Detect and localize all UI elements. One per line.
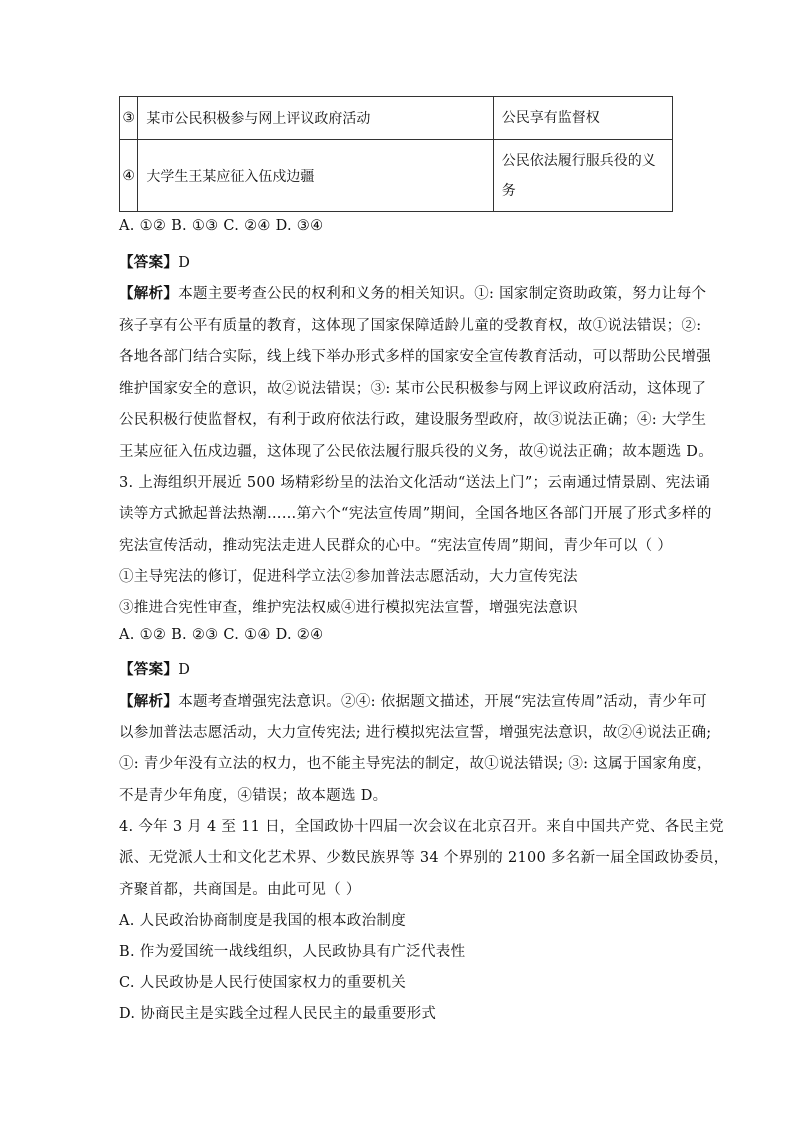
analysis-text: 本题考查增强宪法意识。②④: 依据题文描述，开展“宪法宣传周”活动，青少年可: [178, 694, 707, 710]
q3-analysis-line: 不是青少年角度，④错误；故本题选 D。: [119, 788, 388, 804]
q4-option: D. 协商民主是实践全过程人民民主的最重要形式: [119, 1006, 437, 1022]
answer-value: D: [178, 255, 191, 271]
answer-value: D: [178, 662, 191, 678]
q3-analysis-line: 以参加普法志愿活动，大力宣传宪法; 进行模拟宪法宣誓，增强宪法意识，故②④说法正确;: [119, 725, 712, 741]
analysis-text: 本题主要考查公民的权利和义务的相关知识。①: 国家制定资助政策，努力让每个: [178, 286, 707, 302]
table-cell-number: ③: [120, 97, 138, 140]
q2-analysis-line: 维护国家安全的意识，故②说法错误；③: 某市公民积极参与网上评议政府活动，这体现了: [119, 381, 707, 397]
q2-analysis-line: 孩子享有公平有质量的教育，这体现了国家保障适龄儿童的受教育权，故①说法错误；②:: [119, 318, 702, 334]
answer-label: 【答案】: [119, 254, 179, 271]
q2-analysis-line: 各地各部门结合实际，线上线下举办形式多样的国家安全宣传教育活动，可以帮助公民增强: [119, 349, 711, 365]
q3-item-line: ③推进合宪性审查，维护宪法权威④进行模拟宪法宣誓，增强宪法意识: [119, 600, 578, 616]
q2-analysis-line: 王某应征入伍戍边疆，这体现了公民依法履行服兵役的义务，故④说法正确；故本题选 D。: [119, 444, 714, 460]
q2-analysis-line: 公民积极行使监督权，有利于政府依法行政，建设服务型政府，故③说法正确；④: 大学生: [119, 412, 707, 428]
q3-analysis-line: ①: 青少年没有立法的权力，也不能主导宪法的制定，故①说法错误; ③: 这属于国家角度，: [119, 756, 712, 772]
table-cell-description: 大学生王某应征入伍戍边疆: [138, 140, 493, 212]
q3-stem-line: 读等方式掀起普法热潮……第六个“宪法宣传周”期间，全国各地区各部门开展了形式多样的: [119, 506, 712, 522]
q3-item-line: ①主导宪法的修订，促进科学立法②参加普法志愿活动，大力宣传宪法: [119, 569, 578, 585]
q4-option: B. 作为爱国统一战线组织，人民政协具有广泛代表性: [119, 944, 466, 960]
q2-answer: [119, 251, 190, 272]
q3-analysis-line: [119, 690, 707, 711]
q2-analysis-line: [119, 282, 706, 303]
answer-label: 【答案】: [119, 661, 179, 678]
table-cell-right: [493, 140, 672, 212]
q3-answer: [119, 658, 190, 679]
q3-stem-line: 宪法宣传活动，推动宪法走进人民群众的心中。“宪法宣传周”期间，青少年可以（ ）: [119, 538, 673, 554]
q4-stem-line: 齐聚首都，共商国是。由此可见（ ）: [119, 882, 361, 898]
table-row: [120, 140, 673, 212]
q4-option: A. 人民政治协商制度是我国的根本政治制度: [119, 913, 406, 929]
q3-options: A. ①② B. ②③ C. ①④ D. ②④: [119, 627, 324, 643]
table-cell-description: 某市公民积极参与网上评议政府活动: [138, 97, 493, 140]
q4-stem-line: 4. 今年 3 月 4 至 11 日，全国政协十四届一次会议在北京召开。来自中国共产党、各民主党: [119, 819, 724, 835]
analysis-label: 【解析】: [119, 285, 179, 302]
table-cell-right: 公民享有监督权: [493, 97, 672, 140]
q2-options: A. ①② B. ①③ C. ②④ D. ③④: [119, 218, 324, 234]
answer-table: [119, 96, 673, 212]
table-cell-number: ④: [120, 140, 138, 212]
table-cell-right-line: 务: [501, 182, 516, 199]
table-row: [120, 97, 673, 140]
q4-option: C. 人民政协是人民行使国家权力的重要机关: [119, 975, 407, 991]
table-cell-right-line: 公民依法履行服兵役的义: [501, 152, 656, 169]
analysis-label: 【解析】: [119, 693, 179, 710]
q4-stem-line: 派、无党派人士和文化艺术界、少数民族界等 34 个界别的 2100 多名新一届全国政协委员，: [119, 850, 729, 866]
q3-stem-line: 3. 上海组织开展近 500 场精彩纷呈的法治文化活动“送法上门”；云南通过情景剧、宪法诵: [119, 475, 711, 491]
